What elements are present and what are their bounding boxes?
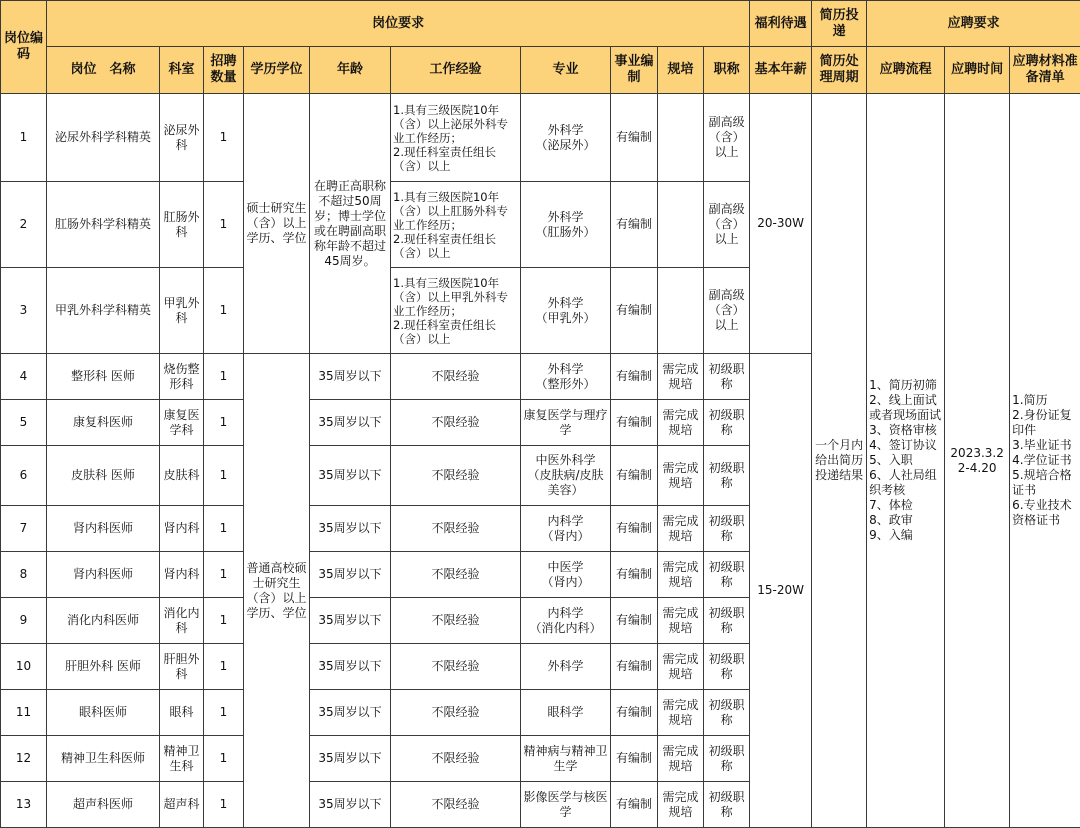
header-edu: 学历学位: [244, 47, 310, 94]
cell-exp: 不限经验: [391, 690, 521, 736]
cell-major: 外科学: [521, 644, 611, 690]
cell-title: 初级职称: [704, 446, 750, 506]
cell-count: 1: [204, 736, 244, 782]
cell-code: 5: [1, 400, 47, 446]
header-group-position: 岗位要求: [47, 1, 750, 47]
cell-dept: 精神卫生科: [160, 736, 204, 782]
cell-count: 1: [204, 552, 244, 598]
header-age: 年龄: [310, 47, 391, 94]
cell-age: 35周岁以下: [310, 400, 391, 446]
cell-title: 副高级（含）以上: [704, 268, 750, 354]
cell-title: 初级职称: [704, 552, 750, 598]
cell-exp: 不限经验: [391, 736, 521, 782]
cell-major: 中医学 （肾内）: [521, 552, 611, 598]
cell-exp: 不限经验: [391, 644, 521, 690]
cell-name: 泌尿外科学科精英: [47, 94, 160, 182]
cell-count: 1: [204, 354, 244, 400]
cell-age: 35周岁以下: [310, 736, 391, 782]
cell-staff: 有编制: [611, 644, 658, 690]
cell-exp: 不限经验: [391, 400, 521, 446]
cell-age: 35周岁以下: [310, 598, 391, 644]
cell-code: 9: [1, 598, 47, 644]
cell-staff: 有编制: [611, 182, 658, 268]
cell-major: 中医外科学 （皮肤病/皮肤美容）: [521, 446, 611, 506]
cell-exp: 不限经验: [391, 446, 521, 506]
table-row: [1, 94, 1080, 182]
cell-time: 2023.3.22-4.20: [945, 94, 1010, 828]
cell-edu-senior: 硕士研究生（含）以上学历、学位: [244, 94, 310, 354]
cell-code: 8: [1, 552, 47, 598]
cell-exp: 1.具有三级医院10年（含）以上甲乳外科专业工作经历； 2.现任科室责任组长（含）以上: [391, 268, 521, 354]
header-count: 招聘数量: [204, 47, 244, 94]
cell-train: 需完成规培: [658, 644, 704, 690]
cell-title: 初级职称: [704, 354, 750, 400]
header-salary: 基本年薪: [750, 47, 812, 94]
header-group-apply: 应聘要求: [867, 1, 1080, 47]
cell-count: 1: [204, 598, 244, 644]
cell-count: 1: [204, 268, 244, 354]
cell-code: 7: [1, 506, 47, 552]
cell-age-senior: 在聘正高职称不超过50周岁；博士学位或在聘副高职称年龄不超过45周岁。: [310, 94, 391, 354]
cell-materials: 1.简历 2.身份证复印件 3.毕业证书 4.学位证书 5.规培合格证书 6.专业技术资格证书: [1010, 94, 1080, 828]
cell-train: 需完成规培: [658, 446, 704, 506]
cell-age: 35周岁以下: [310, 354, 391, 400]
cell-salary-senior: 20-30W: [750, 94, 812, 354]
cell-name: 整形科 医师: [47, 354, 160, 400]
cell-train: 需完成规培: [658, 354, 704, 400]
cell-count: 1: [204, 94, 244, 182]
table-body: [1, 94, 1080, 828]
cell-staff: 有编制: [611, 598, 658, 644]
cell-staff: 有编制: [611, 400, 658, 446]
cell-major: 外科学 （甲乳外）: [521, 268, 611, 354]
cell-train: 需完成规培: [658, 400, 704, 446]
cell-staff: 有编制: [611, 690, 658, 736]
cell-name: 肾内科医师: [47, 552, 160, 598]
cell-name: 超声科医师: [47, 782, 160, 828]
cell-name: 消化内科医师: [47, 598, 160, 644]
header-code: 岗位编码: [1, 1, 47, 94]
cell-code: 11: [1, 690, 47, 736]
cell-dept: 肛肠外科: [160, 182, 204, 268]
cell-train: 需完成规培: [658, 782, 704, 828]
cell-title: 副高级（含）以上: [704, 94, 750, 182]
cell-staff: 有编制: [611, 736, 658, 782]
cell-name: 皮肤科 医师: [47, 446, 160, 506]
cell-age: 35周岁以下: [310, 644, 391, 690]
cell-dept: 泌尿外科: [160, 94, 204, 182]
cell-age: 35周岁以下: [310, 552, 391, 598]
cell-dept: 肝胆外科: [160, 644, 204, 690]
cell-exp: 不限经验: [391, 598, 521, 644]
cell-dept: 甲乳外科: [160, 268, 204, 354]
cell-code: 2: [1, 182, 47, 268]
cell-train: 需完成规培: [658, 552, 704, 598]
header-dept: 科室: [160, 47, 204, 94]
cell-code: 12: [1, 736, 47, 782]
cell-exp: 不限经验: [391, 782, 521, 828]
cell-major: 内科学 （肾内）: [521, 506, 611, 552]
header-materials: 应聘材料准备清单: [1010, 47, 1080, 94]
cell-name: 肝胆外科 医师: [47, 644, 160, 690]
cell-count: 1: [204, 182, 244, 268]
cell-salary-general: 15-20W: [750, 354, 812, 828]
cell-code: 6: [1, 446, 47, 506]
cell-dept: 眼科: [160, 690, 204, 736]
cell-train: 需完成规培: [658, 690, 704, 736]
cell-staff: 有编制: [611, 446, 658, 506]
cell-title: 初级职称: [704, 690, 750, 736]
cell-dept: 肾内科: [160, 506, 204, 552]
cell-dept: 皮肤科: [160, 446, 204, 506]
cell-name: 甲乳外科学科精英: [47, 268, 160, 354]
cell-count: 1: [204, 644, 244, 690]
cell-dept: 烧伤整形科: [160, 354, 204, 400]
cell-exp: 1.具有三级医院10年（含）以上泌尿外科专业工作经历； 2.现任科室责任组长（含）以上: [391, 94, 521, 182]
header-group-welfare: 福利待遇: [750, 1, 812, 47]
header-time: 应聘时间: [945, 47, 1010, 94]
cell-train: [658, 268, 704, 354]
cell-title: 初级职称: [704, 400, 750, 446]
cell-name: 肾内科医师: [47, 506, 160, 552]
cell-code: 13: [1, 782, 47, 828]
header-title: 职称: [704, 47, 750, 94]
header-exp: 工作经验: [391, 47, 521, 94]
cell-staff: 有编制: [611, 782, 658, 828]
cell-count: 1: [204, 782, 244, 828]
cell-title: 初级职称: [704, 644, 750, 690]
cell-train: 需完成规培: [658, 598, 704, 644]
cell-code: 4: [1, 354, 47, 400]
cell-name: 肛肠外科学科精英: [47, 182, 160, 268]
cell-major: 外科学 （整形外）: [521, 354, 611, 400]
cell-staff: 有编制: [611, 94, 658, 182]
cell-count: 1: [204, 446, 244, 506]
cell-major: 康复医学与理疗学: [521, 400, 611, 446]
cell-major: 内科学 （消化内科）: [521, 598, 611, 644]
header-staff: 事业编制: [611, 47, 658, 94]
cell-dept: 康复医学科: [160, 400, 204, 446]
cell-dept: 消化内科: [160, 598, 204, 644]
cell-title: 初级职称: [704, 506, 750, 552]
cell-age: 35周岁以下: [310, 506, 391, 552]
cell-major: 影像医学与核医学: [521, 782, 611, 828]
cell-code: 1: [1, 94, 47, 182]
cell-major: 眼科学: [521, 690, 611, 736]
cell-exp: 不限经验: [391, 354, 521, 400]
header-group-resume: 简历投递: [812, 1, 867, 47]
cell-age: 35周岁以下: [310, 690, 391, 736]
cell-name: 眼科医师: [47, 690, 160, 736]
cell-count: 1: [204, 690, 244, 736]
cell-process: 1、简历初筛 2、线上面试或者现场面试 3、资格审核 4、签订协议 5、入职 6、人社局组织考核 7、体检 8、政审 9、入编: [867, 94, 945, 828]
cell-train: [658, 94, 704, 182]
cell-title: 初级职称: [704, 782, 750, 828]
cell-staff: 有编制: [611, 506, 658, 552]
cell-exp: 1.具有三级医院10年（含）以上肛肠外科专业工作经历； 2.现任科室责任组长（含）以上: [391, 182, 521, 268]
cell-title: 初级职称: [704, 598, 750, 644]
cell-dept: 肾内科: [160, 552, 204, 598]
cell-code: 10: [1, 644, 47, 690]
header-train: 规培: [658, 47, 704, 94]
header-name: 岗位 名称: [47, 47, 160, 94]
cell-resume-cycle: 一个月内给出简历投递结果: [812, 94, 867, 828]
cell-count: 1: [204, 400, 244, 446]
cell-title: 初级职称: [704, 736, 750, 782]
cell-major: 外科学 （肛肠外）: [521, 182, 611, 268]
cell-age: 35周岁以下: [310, 782, 391, 828]
cell-staff: 有编制: [611, 268, 658, 354]
cell-staff: 有编制: [611, 552, 658, 598]
cell-exp: 不限经验: [391, 506, 521, 552]
cell-edu-general: 普通高校硕士研究生（含）以上学历、学位: [244, 354, 310, 828]
cell-exp: 不限经验: [391, 552, 521, 598]
cell-name: 精神卫生科医师: [47, 736, 160, 782]
cell-count: 1: [204, 506, 244, 552]
cell-code: 3: [1, 268, 47, 354]
cell-train: 需完成规培: [658, 736, 704, 782]
cell-staff: 有编制: [611, 354, 658, 400]
cell-name: 康复科医师: [47, 400, 160, 446]
header-cycle: 简历处理周期: [812, 47, 867, 94]
cell-title: 副高级（含）以上: [704, 182, 750, 268]
cell-major: 外科学 （泌尿外）: [521, 94, 611, 182]
cell-train: 需完成规培: [658, 506, 704, 552]
header-process: 应聘流程: [867, 47, 945, 94]
header-major: 专业: [521, 47, 611, 94]
cell-dept: 超声科: [160, 782, 204, 828]
cell-train: [658, 182, 704, 268]
cell-age: 35周岁以下: [310, 446, 391, 506]
cell-major: 精神病与精神卫生学: [521, 736, 611, 782]
